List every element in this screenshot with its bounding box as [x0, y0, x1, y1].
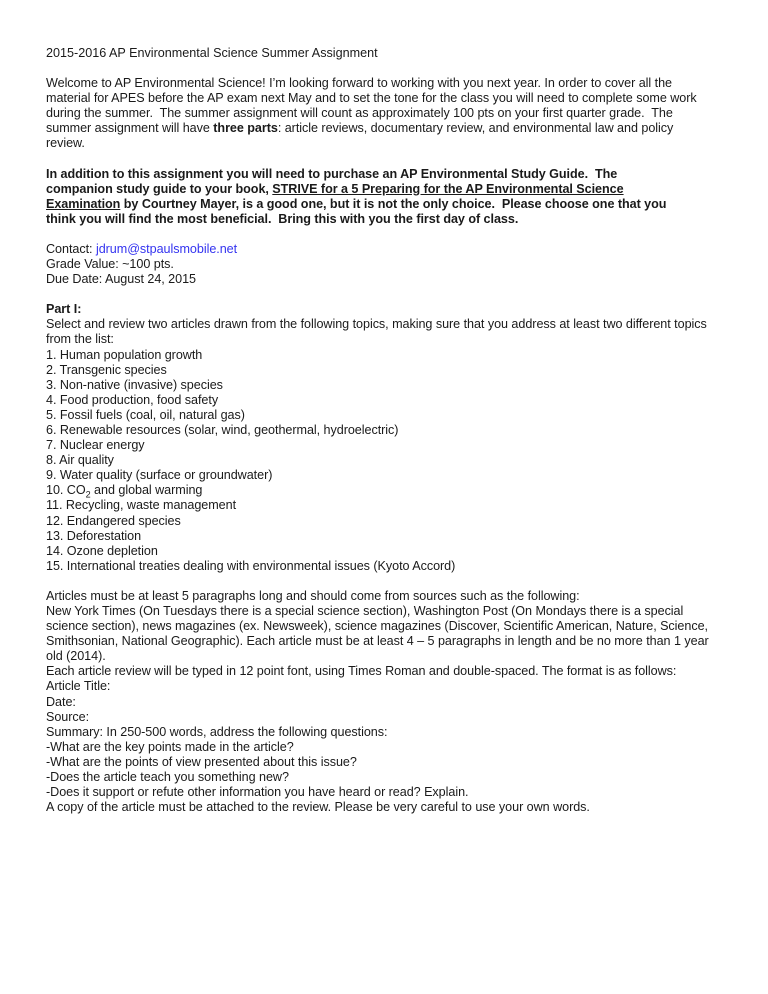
text-run: Summary: In 250-500 words, address the following questions:: [46, 724, 388, 739]
text-line: [46, 408, 730, 423]
text-line: [46, 695, 730, 710]
text-line: [46, 242, 730, 257]
contact-email-link[interactable]: jdrum@stpaulsmobile.net: [95, 241, 238, 256]
text-run: think you will find the most beneficial. Bring this with you the first day of class.: [46, 211, 519, 226]
text-line: [46, 393, 730, 408]
part1-topics-section: [46, 302, 730, 574]
text-run: -Does the article teach you something new?: [46, 770, 289, 785]
text-run: 7. Nuclear energy: [46, 438, 145, 453]
text-line: [46, 785, 730, 800]
text-run: Each article review will be typed in 12 point font, using Times Roman and double-spaced. The format is as follows:: [46, 664, 677, 679]
text-run: 3. Non-native (invasive) species: [46, 377, 223, 392]
text-run: 8. Air quality: [46, 453, 114, 468]
text-run: 12. Endangered species: [46, 513, 181, 528]
text-line: [46, 559, 730, 574]
text-run: 1. Human population growth: [46, 347, 203, 362]
text-line: [46, 348, 730, 363]
text-run: Articles must be at least 5 paragraphs long and should come from sources such as the following:: [46, 588, 580, 603]
text-line: [46, 468, 730, 483]
text-run: 14. Ozone depletion: [46, 543, 158, 558]
text-line: [46, 378, 730, 393]
text-line: [46, 514, 730, 529]
text-run: STRIVE for a 5 Preparing for the AP Environmental Science: [272, 181, 624, 196]
text-run: three parts: [213, 121, 278, 136]
text-run: In addition to this assignment you will need to purchase an AP Environmental Study Guide. The: [46, 166, 618, 181]
article-requirements-section: [46, 589, 730, 815]
text-line: [46, 664, 730, 679]
text-line: [46, 363, 730, 378]
text-line: [46, 121, 730, 136]
text-line: [46, 770, 730, 785]
text-run: material for APES before the AP exam next May and to set the tone for the class you will need to complete some work: [46, 91, 697, 106]
text-line: [46, 136, 730, 151]
text-line: [46, 423, 730, 438]
text-run: Grade Value: ~100 pts.: [46, 257, 174, 272]
text-run: 6. Renewable resources (solar, wind, geothermal, hydroelectric): [46, 422, 399, 437]
text-run: 9. Water quality (surface or groundwater): [46, 468, 273, 483]
text-run: Source:: [46, 709, 90, 724]
text-run: -What are the points of view presented about this issue?: [46, 754, 357, 769]
contact-info-block: [46, 242, 730, 287]
text-line: [46, 106, 730, 121]
text-run: from the list:: [46, 332, 114, 347]
text-line: [46, 182, 730, 197]
text-line: [46, 438, 730, 453]
text-line: [46, 679, 730, 694]
text-run: 10. CO: [46, 483, 86, 498]
text-run: A copy of the article must be attached to the review. Please be very careful to use your own words.: [46, 800, 590, 815]
text-line: [46, 649, 730, 664]
text-line: [46, 529, 730, 544]
text-line: [46, 212, 730, 227]
text-run: 15. International treaties dealing with environmental issues (Kyoto Accord): [46, 558, 456, 573]
text-run: New York Times (On Tuesdays there is a special science section), Washington Post (On Mondays there is a special: [46, 604, 684, 618]
text-run: 2: [85, 489, 91, 500]
text-line: [46, 710, 730, 725]
text-line: [46, 498, 730, 513]
text-line: [46, 317, 730, 332]
text-run: -Does it support or refute other information you have heard or read? Explain.: [46, 785, 469, 800]
text-run: summer assignment will have: [46, 121, 214, 136]
text-run: science section), news magazines (ex. Newsweek), science magazines (Discover, Scientific American, Nature, Science,: [46, 619, 708, 634]
text-run: 11. Recycling, waste management: [46, 498, 237, 513]
text-run: Date:: [46, 694, 76, 709]
text-line: [46, 740, 730, 755]
text-run: Article Title:: [46, 679, 111, 694]
text-line: [46, 272, 730, 287]
text-run: old (2014).: [46, 649, 106, 664]
text-line: [46, 589, 730, 604]
text-run: Smithsonian, National Geographic). Each article must be at least 4 – 5 paragraphs in length and be no more than 1 year: [46, 634, 709, 649]
text-run: companion study guide to your book,: [46, 181, 273, 196]
text-line: [46, 800, 730, 815]
text-line: [46, 755, 730, 770]
text-run: and global warming: [90, 483, 203, 498]
text-run: Contact:: [46, 241, 96, 256]
text-run: during the summer. The summer assignment will count as approximately 100 pts on your first quarter grade. The: [46, 106, 673, 121]
text-run: by Courtney Mayer, is a good one, but it is not the only choice. Please choose one that you: [120, 196, 667, 211]
text-run: 4. Food production, food safety: [46, 392, 219, 407]
text-line: [46, 604, 730, 619]
text-run: Examination: [46, 196, 121, 211]
text-line: [46, 483, 730, 498]
text-line: [46, 725, 730, 740]
text-run: Select and review two articles drawn from the following topics, making sure that you address at least two different topics: [46, 317, 707, 332]
text-run: Due Date: August 24, 2015: [46, 272, 196, 287]
text-line: [46, 619, 730, 634]
text-line: [46, 634, 730, 649]
text-line: [46, 332, 730, 347]
text-line: [46, 453, 730, 468]
text-line: [46, 91, 730, 106]
document-title: 2015-2016 AP Environmental Science Summer Assignment: [46, 46, 378, 60]
text-line: [46, 197, 730, 212]
text-run: review.: [46, 136, 85, 151]
text-line: [46, 257, 730, 272]
welcome-paragraph: [46, 76, 730, 151]
text-run: : article reviews, documentary review, and environmental law and policy: [277, 121, 674, 136]
text-run: 13. Deforestation: [46, 528, 142, 543]
text-run: Part I:: [46, 302, 82, 317]
text-line: [46, 76, 730, 91]
study-guide-paragraph: [46, 167, 730, 227]
text-line: [46, 544, 730, 559]
text-run: 2. Transgenic species: [46, 362, 167, 377]
text-run: Welcome to AP Environmental Science! I’m looking forward to working with you next year. In order to cover all the: [46, 76, 672, 91]
text-run: 5. Fossil fuels (coal, oil, natural gas): [46, 407, 245, 422]
text-run: -What are the key points made in the article?: [46, 739, 294, 754]
text-line: [46, 302, 730, 317]
text-line: [46, 167, 730, 182]
